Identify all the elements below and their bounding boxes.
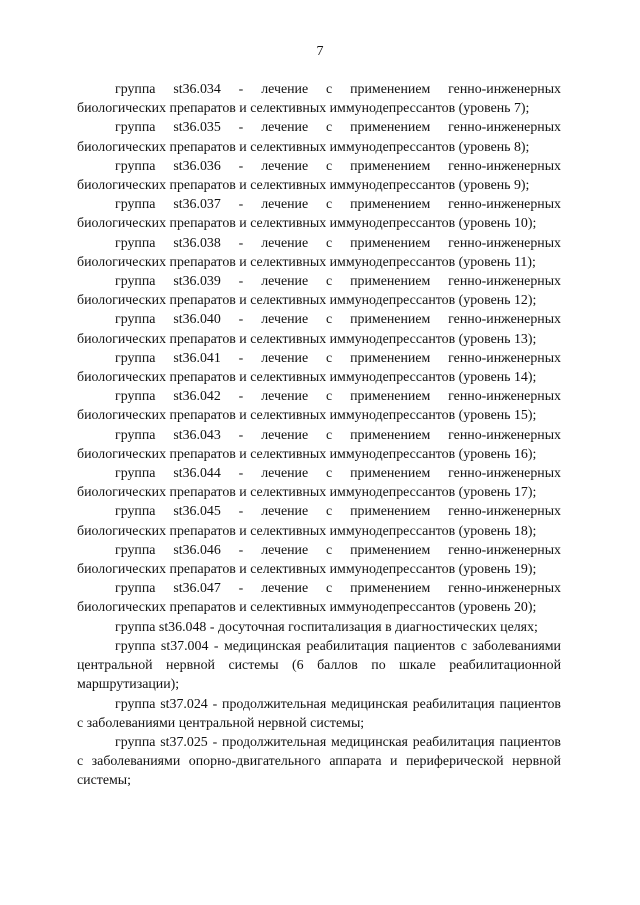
list-paragraph: группа st36.048 - досуточная госпитализация в диагностических целях; [115,619,538,635]
list-paragraph: группа st36.039 - лечение с применением генно-инженерных биологических препаратов и селективных иммунодепрессантов (уровень 12); [77,274,561,309]
list-paragraph: группа st36.044 - лечение с применением генно-инженерных биологических препаратов и селективных иммунодепрессантов (уровень 17); [77,466,561,501]
list-paragraph: группа st36.036 - лечение с применением генно-инженерных биологических препаратов и селективных иммунодепрессантов (уровень 9); [77,158,561,194]
document-body [77,80,561,791]
list-paragraph: группа st36.040 - лечение с применением генно-инженерных биологических препаратов и селективных иммунодепрессантов (уровень 13); [77,312,561,347]
page-number: 7 [316,44,324,59]
list-paragraph: группа st36.041 - лечение с применением генно-инженерных биологических препаратов и селективных иммунодепрессантов (уровень 14); [77,350,561,386]
list-paragraph: группа st36.046 - лечение с применением генно-инженерных биологических препаратов и селективных иммунодепрессантов (уровень 19); [77,542,561,578]
list-paragraph: группа st36.047 - лечение с применением генно-инженерных биологических препаратов и селективных иммунодепрессантов (уровень 20); [77,581,561,616]
list-paragraph: группа st37.004 - медицинская реабилитация пациентов с заболеваниями центральной нервной системы (6 баллов по шкале реабилитационной маршрутизации); [77,638,561,693]
list-paragraph: группа st36.037 - лечение с применением генно-инженерных биологических препаратов и селективных иммунодепрессантов (уровень 10); [77,197,561,232]
list-paragraph: группа st37.025 - продолжительная медицинская реабилитация пациентов с заболеваниями опорно-двигательного аппарата и периферической нервной системы; [77,734,561,789]
list-paragraph: группа st36.038 - лечение с применением генно-инженерных биологических препаратов и селективных иммунодепрессантов (уровень 11); [77,235,561,270]
list-paragraph: группа st36.035 - лечение с применением генно-инженерных биологических препаратов и селективных иммунодепрессантов (уровень 8); [77,120,561,155]
list-paragraph: группа st36.034 - лечение с применением генно-инженерных биологических препаратов и селективных иммунодепрессантов (уровень 7); [77,82,561,117]
list-paragraph: группа st36.045 - лечение с применением генно-инженерных биологических препаратов и селективных иммунодепрессантов (уровень 18); [77,504,561,539]
list-paragraph: группа st36.042 - лечение с применением генно-инженерных биологических препаратов и селективных иммунодепрессантов (уровень 15); [77,389,561,424]
list-paragraph: группа st37.024 - продолжительная медицинская реабилитация пациентов с заболеваниями центральной нервной системы; [77,696,561,731]
list-paragraph: группа st36.043 - лечение с применением генно-инженерных биологических препаратов и селективных иммунодепрессантов (уровень 16); [77,427,561,462]
